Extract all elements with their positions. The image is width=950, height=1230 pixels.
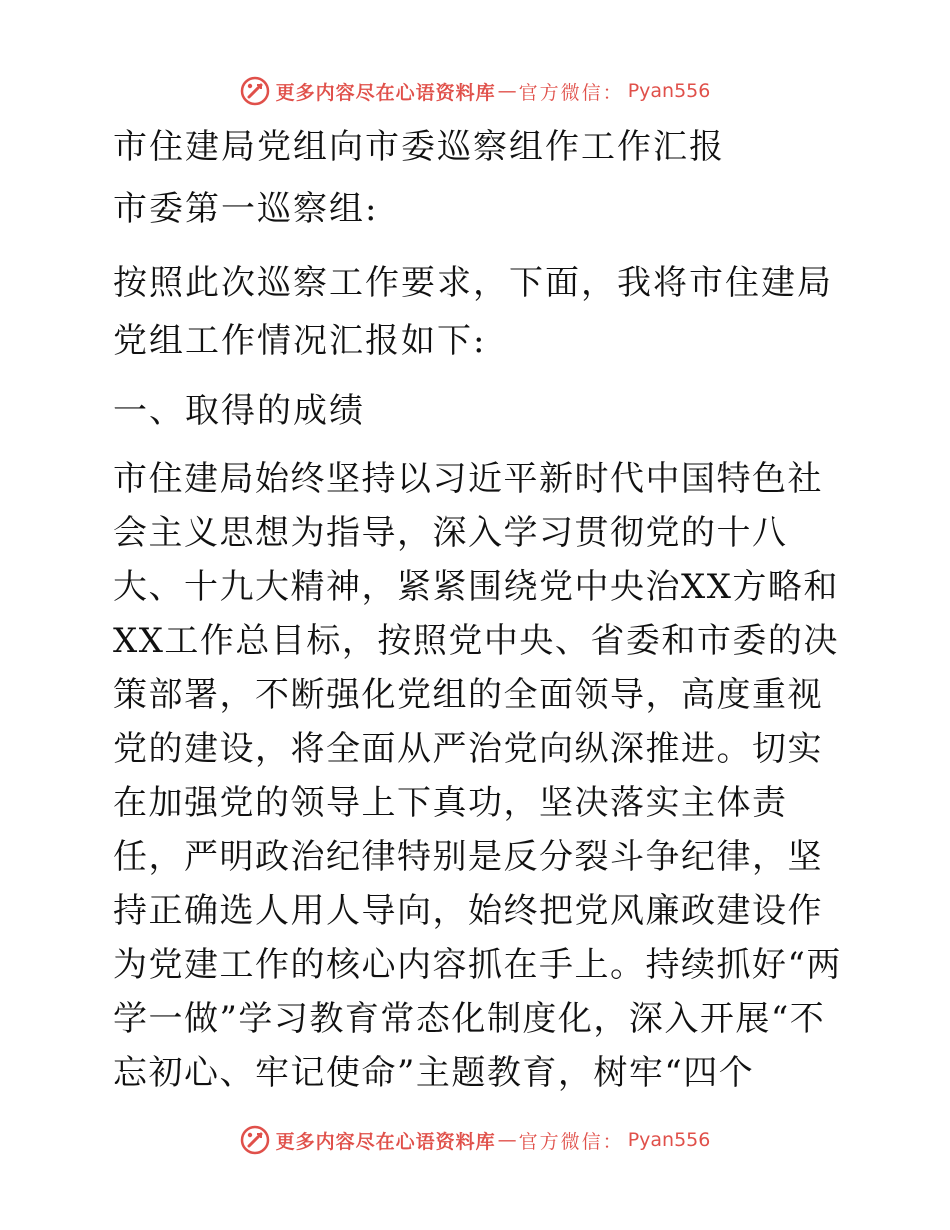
intro-paragraph: 按照此次巡察工作要求，下面，我将市住建局党组工作情况汇报如下: bbox=[113, 263, 833, 361]
watermark-id: Pyan556 bbox=[627, 80, 711, 102]
watermark-label: 官方微信： bbox=[518, 81, 624, 104]
red-stamp-logo-icon bbox=[240, 1125, 270, 1155]
body-paragraph: 市住建局始终坚持以习近平新时代中国特色社会主义思想为指导，深入学习贯彻党的十八大、十九大精神，紧紧围绕党中央治XX方略和XX工作总目标，按照党中央、省委和市委的决策部署，不断强化党组的全面领导，高度重视党的建设，将全面从严治党向纵深推进。切实在加强党的领导上下真功，坚决落实主体责任，严明政治纪律特别是反分裂斗争纪律，坚持正确选人用人导向，始终把党风廉政建设作为党建工作的核心内容抓在手上。持续抓好“两学一做”学习教育常态化制度化，深入开展“不忘初心、牢记使命”主题教育，树牢“四个 bbox=[113, 459, 842, 1093]
watermark-id: Pyan556 bbox=[627, 1129, 711, 1151]
red-stamp-logo-icon bbox=[240, 76, 270, 106]
salutation: 市委第一巡察组: bbox=[113, 189, 379, 229]
watermark-text: 更多内容尽在心语资料库 bbox=[275, 81, 496, 104]
section-heading: 一、取得的成绩 bbox=[113, 391, 365, 431]
watermark-text: 更多内容尽在心语资料库 bbox=[275, 1130, 496, 1153]
footer-watermark bbox=[0, 1120, 950, 1160]
header-watermark bbox=[0, 71, 950, 111]
document-title: 市住建局党组向市委巡察组作工作汇报 bbox=[113, 127, 725, 167]
watermark-label: 官方微信： bbox=[518, 1130, 624, 1153]
watermark-separator: — bbox=[497, 1129, 517, 1151]
watermark-separator: — bbox=[497, 80, 517, 102]
document-body bbox=[97, 120, 857, 1100]
